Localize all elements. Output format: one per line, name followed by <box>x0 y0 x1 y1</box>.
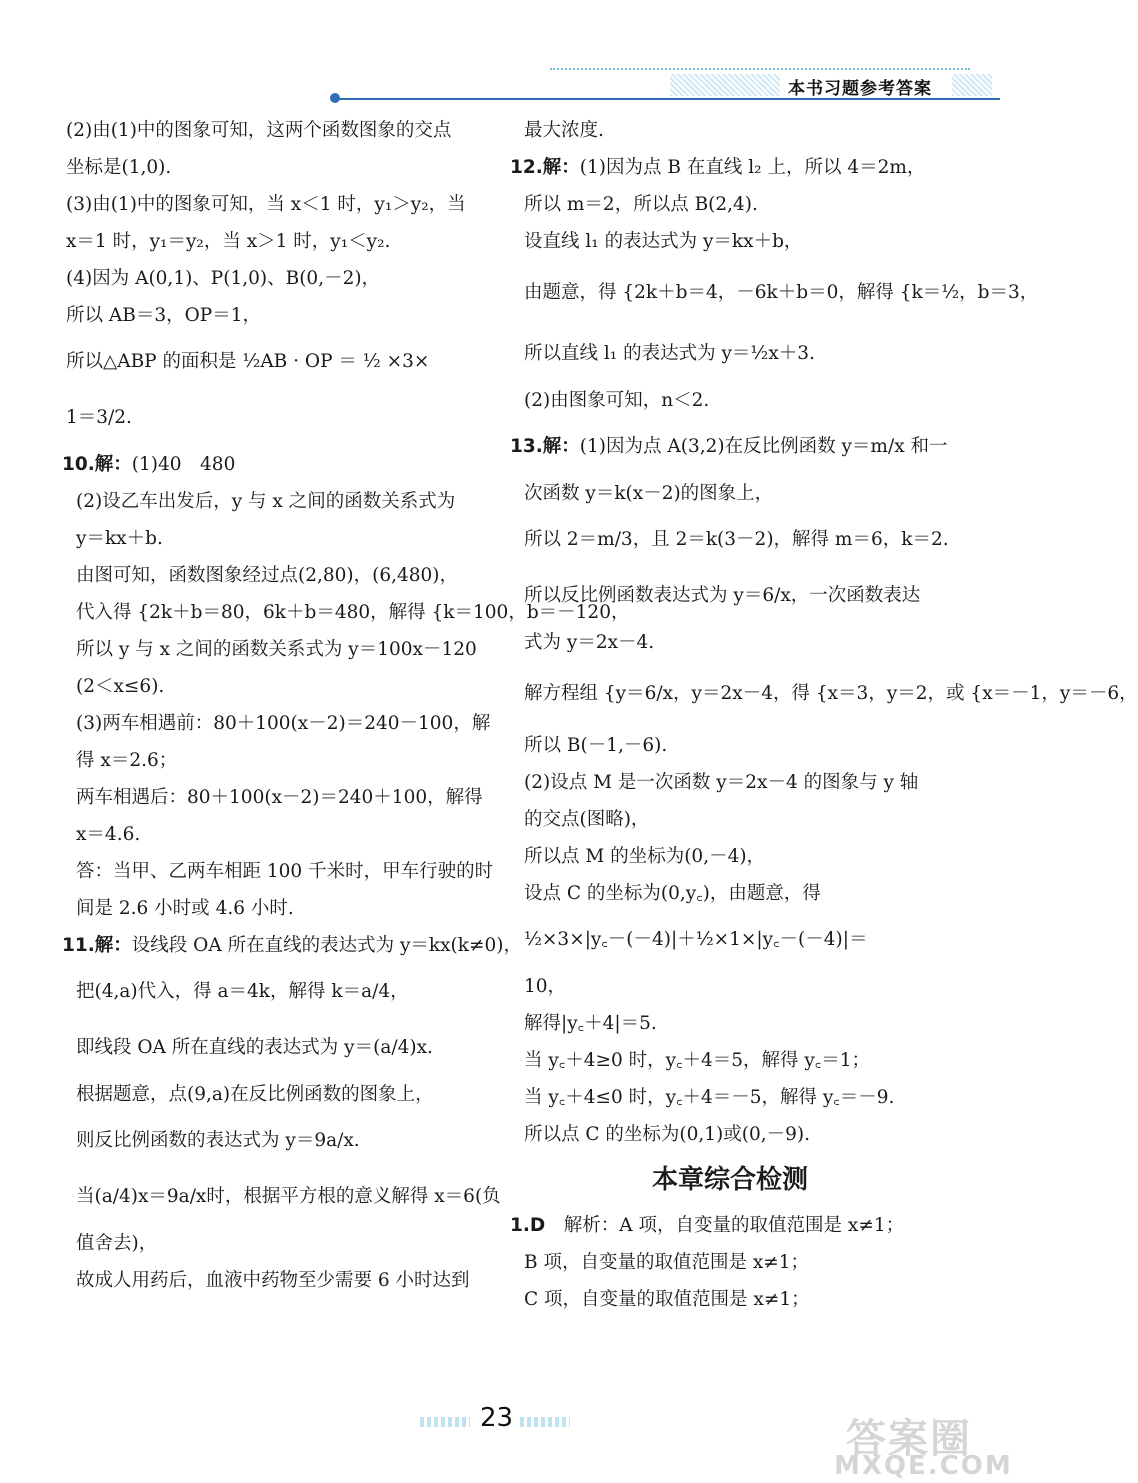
line-text: 答：当甲、乙两车相距 100 千米时，甲车行驶的时 <box>76 861 494 882</box>
watermark-line1: 答案圈 <box>846 1416 972 1462</box>
text-line <box>62 390 490 446</box>
header-hatch-decoration-right <box>952 74 992 96</box>
text-line <box>62 594 630 631</box>
text-line <box>62 1076 490 1113</box>
text-line <box>510 1207 950 1244</box>
text-line <box>62 149 490 186</box>
line-text: (2)设乙车出发后，y 与 x 之间的函数关系式为 <box>76 491 456 512</box>
problem-number: 13.解： <box>510 436 580 457</box>
line-text: 10， <box>524 976 567 997</box>
text-line <box>510 260 1039 326</box>
text-line <box>510 727 950 764</box>
line-text: 所以△ABP 的面积是 ½AB · OP ＝ ½ ×3× <box>66 351 430 372</box>
line-text: 解方程组 {y＝6/x，y＝2x－4，得 {x＝3，y＝2，或 {x＝－1，y＝－6， <box>524 683 1138 704</box>
text-line <box>510 764 950 801</box>
line-text: y＝kx＋b. <box>76 528 163 549</box>
line-text: 最大浓度. <box>524 120 604 141</box>
text-line <box>510 801 950 838</box>
line-text: 所以 2＝m/3，且 2＝k(3－2)，解得 m＝6，k＝2. <box>524 529 949 550</box>
line-text: 设线段 OA 所在直线的表达式为 y＝kx(k≠0)， <box>131 935 522 956</box>
footer-decoration-right <box>520 1417 570 1427</box>
text-line <box>510 1042 950 1079</box>
header-hatch-decoration <box>670 74 780 96</box>
text-line <box>510 223 950 260</box>
line-text: C 项，自变量的取值范围是 x≠1； <box>524 1289 810 1310</box>
line-text: 根据题意，点(9,a)在反比例函数的图象上， <box>76 1084 434 1105</box>
text-line <box>62 297 490 334</box>
header-rule <box>338 98 1000 100</box>
line-text: 所以反比例函数表达式为 y＝6/x，一次函数表达 <box>524 585 921 606</box>
line-text: 的交点(图略)， <box>524 809 650 830</box>
line-text: 设直线 l₁ 的表达式为 y＝kx＋b， <box>524 231 803 252</box>
text-line <box>62 964 490 1020</box>
text-line <box>510 1116 950 1153</box>
line-text: 由题意，得 {2k＋b＝4，－6k＋b＝0，解得 {k＝½，b＝3， <box>524 282 1039 303</box>
text-line <box>62 890 490 927</box>
line-text: 所以点 C 的坐标为(0,1)或(0,－9). <box>524 1124 811 1145</box>
text-line <box>62 1113 490 1169</box>
line-text: (2)由(1)中的图象可知，这两个函数图象的交点 <box>66 120 452 141</box>
text-line <box>510 1005 950 1042</box>
text-line <box>510 186 950 223</box>
text-line <box>510 912 950 968</box>
text-line <box>62 705 490 742</box>
line-text: 坐标是(1,0). <box>66 157 172 178</box>
text-line <box>510 382 950 419</box>
text-line <box>62 853 494 890</box>
right-column <box>510 112 1138 1318</box>
line-text: (1)因为点 B 在直线 l₂ 上，所以 4＝2m， <box>579 157 926 178</box>
text-line <box>62 334 490 390</box>
line-text: (3)由(1)中的图象可知，当 x＜1 时，y₁＞y₂，当 <box>66 194 466 215</box>
watermark-logo <box>806 1407 1013 1481</box>
text-line <box>62 668 490 705</box>
line-text: 代入得 {2k＋b＝80，6k＋b＝480，解得 {k＝100，b＝－120， <box>76 602 630 623</box>
line-text: 故成人用药后，血液中药物至少需要 6 小时达到 <box>76 1270 470 1291</box>
text-line <box>62 557 490 594</box>
line-text: 所以点 M 的坐标为(0,－4)， <box>524 846 766 867</box>
text-line <box>510 1244 950 1281</box>
line-text: 即线段 OA 所在直线的表达式为 y＝(a/4)x. <box>76 1037 433 1058</box>
page-header <box>330 60 1000 106</box>
header-dotted-rule <box>550 68 970 70</box>
line-text: (4)因为 A(0,1)、P(1,0)、B(0,－2)， <box>66 268 381 289</box>
text-line <box>62 1262 490 1299</box>
line-text: (3)两车相遇前：80＋100(x－2)＝240－100，解 <box>76 713 491 734</box>
problem-number: 11.解： <box>62 935 132 956</box>
line-text: 所以直线 l₁ 的表达式为 y＝½x＋3. <box>524 343 815 364</box>
text-line <box>510 475 950 512</box>
text-line <box>510 1281 950 1318</box>
line-text: 1＝3/2. <box>66 407 132 428</box>
line-text: ½×3×|y꜀－(－4)|＋½×1×|y꜀－(－4)|＝ <box>524 929 868 950</box>
problem-number: 10.解： <box>62 454 132 475</box>
text-line <box>510 968 950 1005</box>
footer-decoration-left <box>420 1417 470 1427</box>
line-text: B 项，自变量的取值范围是 x≠1； <box>524 1252 810 1273</box>
line-text: 解析：A 项，自变量的取值范围是 x≠1； <box>545 1215 905 1236</box>
line-text: 当 y꜀＋4≥0 时，y꜀＋4＝5，解得 y꜀＝1； <box>524 1050 871 1071</box>
text-line <box>510 326 950 382</box>
line-text: 设点 C 的坐标为(0,y꜀)，由题意，得 <box>524 883 821 904</box>
text-line <box>62 446 490 483</box>
line-text: 则反比例函数的表达式为 y＝9a/x. <box>76 1130 360 1151</box>
line-text: 由图可知，函数图象经过点(2,80)，(6,480)， <box>76 565 459 586</box>
text-line <box>62 927 522 964</box>
line-text: 当(a/4)x＝9a/x时，根据平方根的意义解得 x＝6(负 <box>76 1186 501 1207</box>
text-line <box>510 1079 950 1116</box>
line-text: 当 y꜀＋4≤0 时，y꜀＋4＝－5，解得 y꜀＝－9. <box>524 1087 895 1108</box>
text-line <box>62 1225 490 1262</box>
text-line <box>510 512 950 568</box>
line-text: 所以 m＝2，所以点 B(2,4). <box>524 194 758 215</box>
line-text: (1)40 480 <box>131 454 236 475</box>
problem-number: 1.D <box>510 1215 546 1236</box>
line-text: 所以 y 与 x 之间的函数关系式为 y＝100x－120 <box>76 639 477 660</box>
line-text: 得 x＝2.6； <box>76 750 178 771</box>
text-line <box>510 875 950 912</box>
text-line <box>510 419 950 475</box>
line-text: 间是 2.6 小时或 4.6 小时. <box>76 898 294 919</box>
text-line <box>62 112 490 149</box>
text-line <box>62 260 490 297</box>
line-text: (2＜x≤6). <box>76 676 165 697</box>
line-text: (1)因为点 A(3,2)在反比例函数 y＝m/x 和一 <box>579 436 948 457</box>
text-line <box>62 186 490 223</box>
line-text: 式为 y＝2x－4. <box>524 632 655 653</box>
watermark-line2: MXQE.COM <box>834 1451 1013 1481</box>
text-line <box>62 779 490 816</box>
text-line <box>62 816 490 853</box>
text-line <box>510 838 950 875</box>
line-text: x＝1 时，y₁＝y₂，当 x＞1 时，y₁＜y₂. <box>66 231 391 252</box>
line-text: 所以 B(－1,－6). <box>524 735 668 756</box>
text-line <box>510 568 950 624</box>
section-title: 本章综合检测 <box>651 1165 808 1195</box>
text-line <box>62 483 490 520</box>
line-text: 把(4,a)代入，得 a＝4k，解得 k＝a/4， <box>76 981 409 1002</box>
text-line <box>62 223 490 260</box>
text-line <box>510 624 950 661</box>
line-text: 解得|y꜀＋4|＝5. <box>524 1013 657 1034</box>
page-number: 23 <box>480 1403 514 1433</box>
text-line <box>510 661 1138 727</box>
line-text: x＝4.6. <box>76 824 141 845</box>
line-text: 次函数 y＝k(x－2)的图象上， <box>524 483 774 504</box>
text-line <box>62 520 490 557</box>
text-line <box>62 1020 490 1076</box>
header-title: 本书习题参考答案 <box>788 79 932 99</box>
line-text: 值舍去)， <box>76 1233 158 1254</box>
line-text: (2)由图象可知，n＜2. <box>524 390 710 411</box>
line-text: 两车相遇后：80＋100(x－2)＝240＋100，解得 <box>76 787 483 808</box>
line-text: (2)设点 M 是一次函数 y＝2x－4 的图象与 y 轴 <box>524 772 919 793</box>
text-line <box>62 742 490 779</box>
text-line <box>510 149 950 186</box>
problem-number: 12.解： <box>510 157 580 178</box>
text-line <box>62 631 490 668</box>
text-line <box>510 112 950 149</box>
text-line <box>62 1169 501 1225</box>
line-text: 所以 AB＝3，OP＝1， <box>66 305 261 326</box>
